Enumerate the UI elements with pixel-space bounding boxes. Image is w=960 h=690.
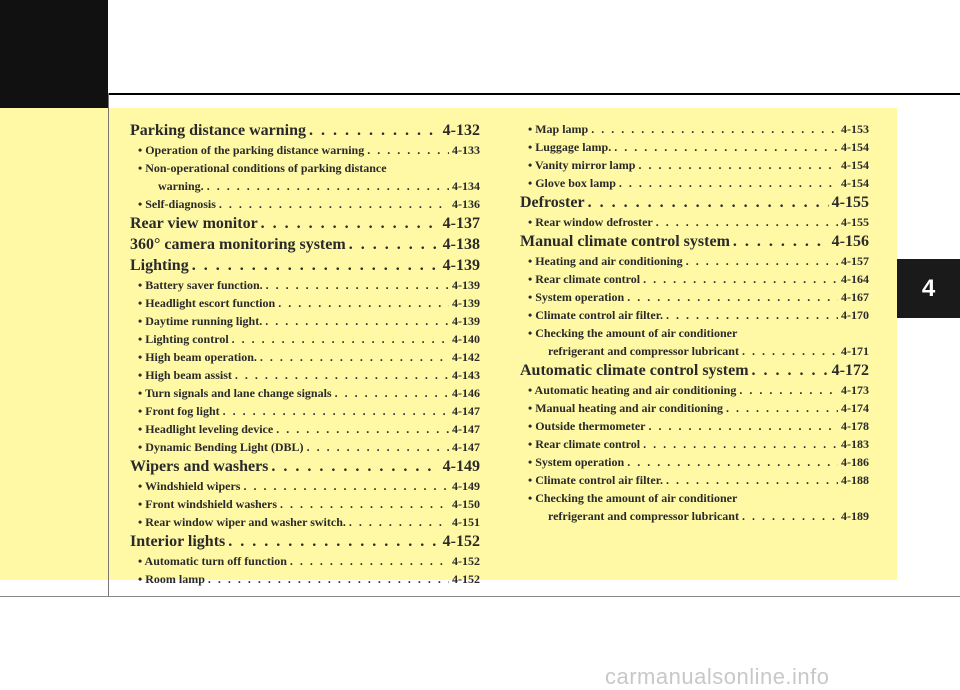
toc-entry[interactable] xyxy=(520,473,869,491)
toc-leader-dots xyxy=(638,158,838,173)
toc-entry-label: • Climate control air filter. xyxy=(528,473,663,487)
toc-entry-label: • Windshield wipers xyxy=(138,479,241,493)
toc-entry-page: 4-154 xyxy=(841,140,869,154)
toc-entry[interactable] xyxy=(520,344,869,362)
toc-entry-page: 4-178 xyxy=(841,419,869,433)
toc-entry-page: 4-173 xyxy=(841,383,869,397)
toc-leader-dots xyxy=(649,419,839,434)
toc-entry-label: • Rear window defroster xyxy=(528,215,653,229)
toc-leader-dots xyxy=(261,215,440,233)
toc-entry-label: • Glove box lamp xyxy=(528,176,616,190)
toc-leader-dots xyxy=(335,386,449,401)
toc-leader-dots xyxy=(207,179,449,194)
toc-entry[interactable] xyxy=(520,437,869,455)
toc-entry-page: 4-139 xyxy=(452,278,480,292)
toc-leader-dots xyxy=(742,344,838,359)
toc-entry[interactable] xyxy=(520,383,869,401)
watermark: carmanualsonline.info xyxy=(605,664,830,689)
toc-entry-label: • Headlight escort function xyxy=(138,296,276,310)
toc-entry-label: • Manual heating and air conditioning xyxy=(528,401,724,415)
toc-entry-label: • Front windshield washers xyxy=(138,497,278,511)
toc-entry xyxy=(520,491,869,509)
toc-entry-label: Defroster xyxy=(520,194,585,211)
toc-entry-label: • Battery saver function. xyxy=(138,278,263,292)
toc-entry-label: Interior lights xyxy=(130,533,226,550)
toc-entry-label: • Operation of the parking distance warning xyxy=(138,143,365,157)
toc-entry[interactable] xyxy=(520,122,869,140)
toc-entry[interactable] xyxy=(130,479,480,497)
margin-rule xyxy=(108,93,109,596)
toc-entry-page: 4-149 xyxy=(452,479,480,493)
toc-entry-label: • Rear climate control xyxy=(528,272,641,286)
toc-entry-page: 4-134 xyxy=(452,179,480,193)
toc-entry-label: • Heating and air conditioning xyxy=(528,254,683,268)
toc-entry-label: • Map lamp xyxy=(528,122,589,136)
toc-leader-dots xyxy=(666,473,838,488)
toc-leader-dots xyxy=(752,362,829,380)
toc-leader-dots xyxy=(235,368,449,383)
chapter-tab[interactable]: 4 xyxy=(897,259,960,318)
toc-entry-label: Rear view monitor xyxy=(130,215,258,232)
toc-entry-page: 4-152 xyxy=(452,554,480,568)
toc-entry-page: 4-170 xyxy=(841,308,869,322)
toc-entry-label: • Lighting control xyxy=(138,332,229,346)
toc-entry-page: 4-152 xyxy=(452,572,480,586)
toc-entry[interactable] xyxy=(520,215,869,233)
footer-rule xyxy=(0,596,960,597)
toc-entry[interactable] xyxy=(130,440,480,458)
toc-entry[interactable] xyxy=(520,140,869,158)
toc-entry[interactable] xyxy=(130,515,480,533)
toc-entry[interactable] xyxy=(520,233,869,254)
toc-entry xyxy=(130,161,480,179)
toc-leader-dots xyxy=(588,194,829,212)
toc-right-column xyxy=(520,122,869,527)
toc-entry-label: • Dynamic Bending Light (DBL) xyxy=(138,440,304,454)
toc-left-column xyxy=(130,122,480,590)
toc-leader-dots xyxy=(228,533,439,551)
toc-entry[interactable] xyxy=(520,272,869,290)
toc-entry-page: 4-138 xyxy=(442,236,480,253)
toc-entry xyxy=(520,326,869,344)
toc-entry-label: • System operation xyxy=(528,455,625,469)
toc-entry-label: Wipers and washers xyxy=(130,458,269,475)
toc-entry[interactable] xyxy=(130,143,480,161)
toc-entry-page: 4-155 xyxy=(831,194,869,211)
toc-leader-dots xyxy=(266,278,449,293)
toc-entry-page: 4-155 xyxy=(841,215,869,229)
toc-leader-dots xyxy=(223,404,449,419)
toc-entry-page: 4-171 xyxy=(841,344,869,358)
toc-entry-page: 4-136 xyxy=(452,197,480,211)
toc-entry-page: 4-150 xyxy=(452,497,480,511)
toc-entry[interactable] xyxy=(130,257,480,278)
toc-leader-dots xyxy=(726,401,838,416)
toc-entry[interactable] xyxy=(130,332,480,350)
toc-entry-page: 4-188 xyxy=(841,473,869,487)
toc-entry[interactable] xyxy=(130,533,480,554)
toc-entry-label: warning. xyxy=(158,179,204,193)
toc-leader-dots xyxy=(739,383,838,398)
toc-leader-dots xyxy=(643,272,838,287)
toc-entry[interactable] xyxy=(130,122,480,143)
toc-entry[interactable] xyxy=(520,509,869,527)
toc-entry[interactable] xyxy=(130,572,480,590)
toc-entry[interactable] xyxy=(130,350,480,368)
toc-entry-page: 4-137 xyxy=(442,215,480,232)
toc-entry-page: 4-172 xyxy=(831,362,869,379)
toc-leader-dots xyxy=(686,254,838,269)
toc-leader-dots xyxy=(627,455,838,470)
toc-leader-dots xyxy=(260,350,449,365)
toc-entry[interactable] xyxy=(130,386,480,404)
toc-leader-dots xyxy=(219,197,449,212)
toc-entry-label: • Automatic heating and air conditioning xyxy=(528,383,737,397)
toc-leader-dots xyxy=(349,515,449,530)
toc-entry-page: 4-183 xyxy=(841,437,869,451)
toc-entry-page: 4-143 xyxy=(452,368,480,382)
header-rule xyxy=(108,93,960,95)
toc-entry-label: • Headlight leveling device xyxy=(138,422,274,436)
toc-entry[interactable] xyxy=(520,455,869,473)
toc-entry-page: 4-152 xyxy=(442,533,480,550)
toc-entry-page: 4-133 xyxy=(452,143,480,157)
toc-entry-label: • System operation xyxy=(528,290,625,304)
toc-entry-page: 4-174 xyxy=(841,401,869,415)
toc-entry-page: 4-164 xyxy=(841,272,869,286)
toc-leader-dots xyxy=(243,479,449,494)
toc-entry-label: • Turn signals and lane change signals xyxy=(138,386,332,400)
toc-leader-dots xyxy=(656,215,838,230)
toc-entry-page: 4-147 xyxy=(452,404,480,418)
toc-entry-label: • Checking the amount of air conditioner xyxy=(528,491,738,505)
toc-leader-dots xyxy=(208,572,449,587)
toc-entry[interactable] xyxy=(520,254,869,272)
toc-entry[interactable] xyxy=(520,194,869,215)
toc-entry[interactable] xyxy=(520,158,869,176)
toc-leader-dots xyxy=(643,437,838,452)
toc-entry[interactable] xyxy=(130,404,480,422)
toc-entry[interactable] xyxy=(520,290,869,308)
toc-entry-page: 4-167 xyxy=(841,290,869,304)
toc-leader-dots xyxy=(307,440,449,455)
toc-entry[interactable] xyxy=(130,215,480,236)
toc-leader-dots xyxy=(192,257,440,275)
toc-entry[interactable] xyxy=(130,458,480,479)
toc-leader-dots xyxy=(666,308,838,323)
toc-entry-label: • Daytime running light. xyxy=(138,314,263,328)
toc-leader-dots xyxy=(733,233,829,251)
toc-entry[interactable] xyxy=(520,401,869,419)
toc-entry-label: • Non-operational conditions of parking distance xyxy=(138,161,387,175)
toc-entry-page: 4-156 xyxy=(831,233,869,250)
toc-entry[interactable] xyxy=(520,419,869,437)
toc-leader-dots xyxy=(591,122,838,137)
toc-entry[interactable] xyxy=(130,296,480,314)
toc-entry-label: 360° camera monitoring system xyxy=(130,236,346,253)
toc-leader-dots xyxy=(349,236,440,254)
toc-entry-label: • Rear window wiper and washer switch. xyxy=(138,515,346,529)
toc-entry[interactable] xyxy=(130,422,480,440)
toc-entry[interactable] xyxy=(130,278,480,296)
toc-entry-label: Manual climate control system xyxy=(520,233,730,250)
toc-entry[interactable] xyxy=(520,362,869,383)
toc-entry[interactable] xyxy=(130,497,480,515)
toc-leader-dots xyxy=(278,296,449,311)
toc-entry-label: • Climate control air filter. xyxy=(528,308,663,322)
toc-entry[interactable] xyxy=(520,308,869,326)
toc-entry-page: 4-186 xyxy=(841,455,869,469)
toc-entry-label: refrigerant and compressor lubricant xyxy=(548,344,739,358)
toc-entry-page: 4-151 xyxy=(452,515,480,529)
toc-entry-label: Automatic climate control system xyxy=(520,362,749,379)
toc-entry-label: refrigerant and compressor lubricant xyxy=(548,509,739,523)
toc-entry-page: 4-142 xyxy=(452,350,480,364)
toc-entry[interactable] xyxy=(130,197,480,215)
toc-entry-page: 4-146 xyxy=(452,386,480,400)
toc-entry[interactable] xyxy=(130,554,480,572)
toc-leader-dots xyxy=(276,422,449,437)
toc-entry[interactable] xyxy=(130,236,480,257)
toc-entry-page: 4-147 xyxy=(452,440,480,454)
toc-entry-label: • Self-diagnosis xyxy=(138,197,216,211)
toc-entry-label: Parking distance warning xyxy=(130,122,307,139)
toc-entry-label: • Checking the amount of air conditioner xyxy=(528,326,738,340)
toc-entry-label: • Room lamp xyxy=(138,572,205,586)
toc-leader-dots xyxy=(290,554,449,569)
toc-entry-page: 4-139 xyxy=(452,296,480,310)
toc-leader-dots xyxy=(309,122,440,140)
toc-entry-page: 4-139 xyxy=(452,314,480,328)
toc-entry-label: • Outside thermometer xyxy=(528,419,646,433)
toc-entry-label: • Front fog light xyxy=(138,404,220,418)
toc-entry-label: • High beam assist xyxy=(138,368,232,382)
toc-entry[interactable] xyxy=(130,368,480,386)
toc-entry-page: 4-149 xyxy=(442,458,480,475)
toc-entry-page: 4-139 xyxy=(442,257,480,274)
toc-entry-page: 4-154 xyxy=(841,158,869,172)
toc-entry-page: 4-153 xyxy=(841,122,869,136)
toc-entry-page: 4-189 xyxy=(841,509,869,523)
toc-entry-page: 4-132 xyxy=(442,122,480,139)
toc-entry-label: • Automatic turn off function xyxy=(138,554,287,568)
toc-entry[interactable] xyxy=(130,314,480,332)
toc-entry-label: • Vanity mirror lamp xyxy=(528,158,636,172)
toc-entry-label: • Luggage lamp. xyxy=(528,140,612,154)
toc-entry-page: 4-154 xyxy=(841,176,869,190)
toc-leader-dots xyxy=(367,143,449,158)
toc-entry-label: • High beam operation. xyxy=(138,350,257,364)
toc-leader-dots xyxy=(619,176,838,191)
corner-block xyxy=(0,0,108,108)
toc-leader-dots xyxy=(742,509,838,524)
toc-entry-page: 4-157 xyxy=(841,254,869,268)
toc-entry[interactable] xyxy=(520,176,869,194)
toc-entry-label: • Rear climate control xyxy=(528,437,641,451)
toc-leader-dots xyxy=(265,314,449,329)
toc-entry-label: Lighting xyxy=(130,257,189,274)
toc-leader-dots xyxy=(271,458,439,476)
toc-leader-dots xyxy=(280,497,449,512)
toc-entry-page: 4-147 xyxy=(452,422,480,436)
toc-entry-page: 4-140 xyxy=(452,332,480,346)
toc-entry[interactable] xyxy=(130,179,480,197)
toc-leader-dots xyxy=(614,140,838,155)
toc-leader-dots xyxy=(232,332,449,347)
toc-leader-dots xyxy=(627,290,838,305)
